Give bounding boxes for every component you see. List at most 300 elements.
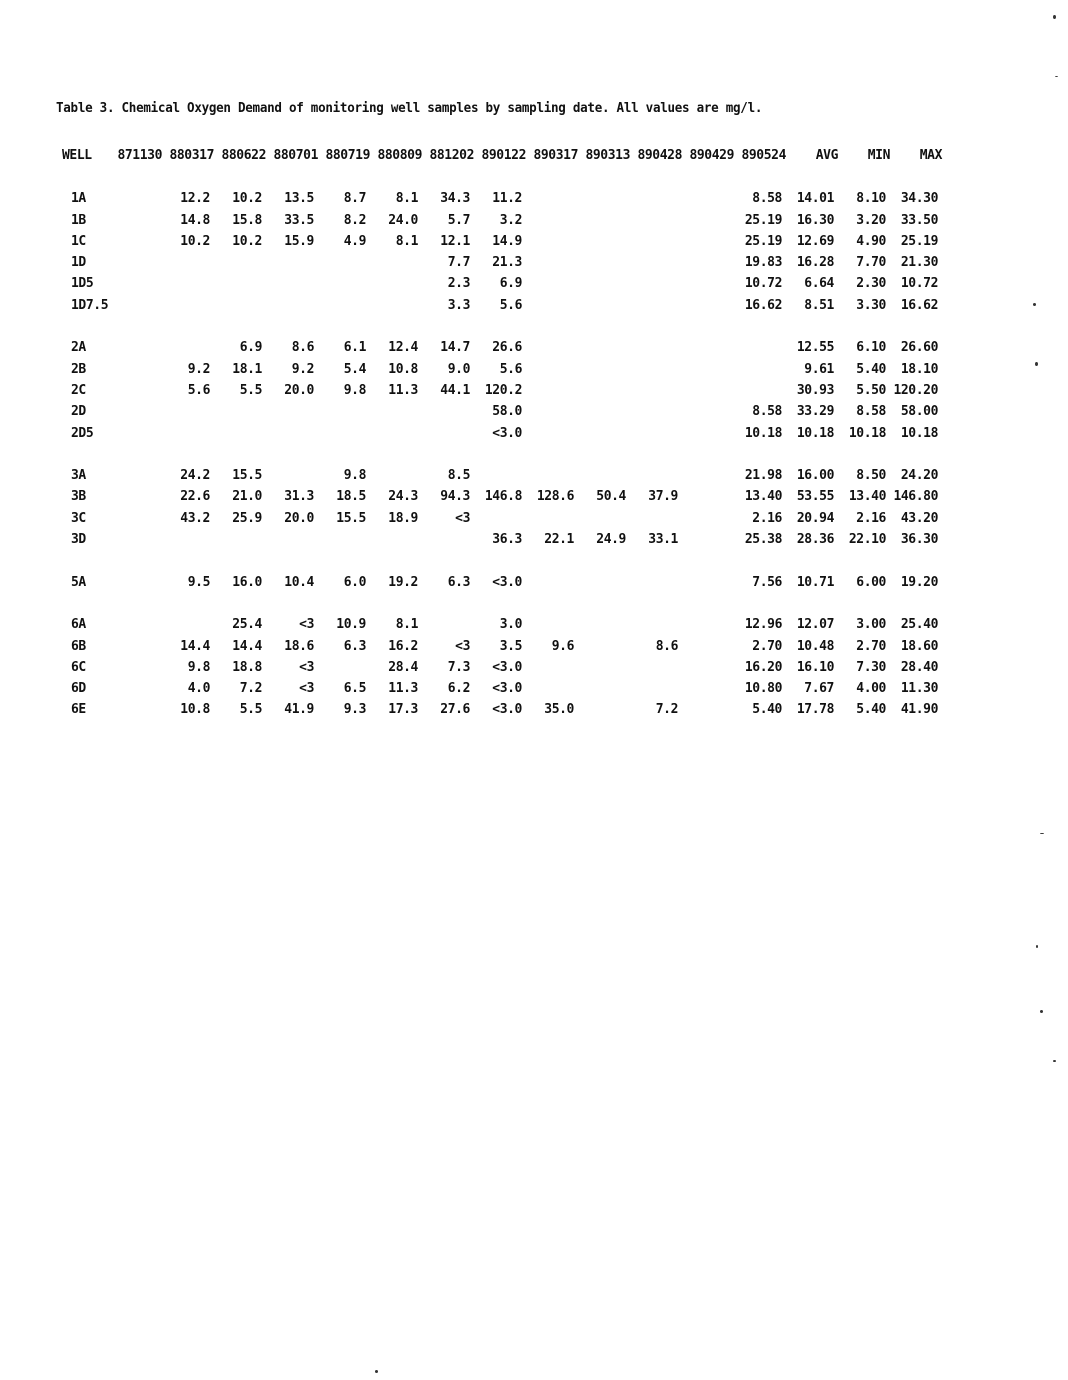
value-cell [578,231,630,252]
value-cell: 16.0 [232,574,262,590]
value-cell: 22.1 [544,532,574,548]
value-cell [318,252,370,273]
table-row [62,380,942,401]
value-cell [214,273,266,294]
column-header: 890313 [585,148,630,164]
value-cell [422,614,474,635]
value-cell [682,401,734,422]
value-cell: 5.5 [239,702,262,718]
value-cell: 16.30 [796,212,834,228]
value-cell [214,252,266,273]
value-cell [578,401,630,422]
value-cell [682,210,734,231]
value-cell: 9.8 [187,659,210,675]
value-cell: 8.50 [856,468,886,484]
value-cell: 8.1 [395,191,418,207]
value-cell: 5.40 [752,702,782,718]
value-cell: 6.1 [343,340,366,356]
value-cell: 21.30 [900,255,938,271]
value-cell: 10.72 [900,276,938,292]
value-cell [682,252,734,273]
value-cell [370,401,422,422]
value-cell: 7.70 [856,255,886,271]
value-cell: 28.40 [900,659,938,675]
value-cell [630,252,682,273]
value-cell [578,380,630,401]
value-cell: 18.1 [232,361,262,377]
value-cell [526,188,578,209]
table-row [62,337,942,358]
value-cell: 21.0 [232,489,262,505]
scan-speck [1040,1010,1043,1013]
scan-speck [1035,362,1038,366]
value-cell [682,295,734,316]
value-cell: 10.8 [180,702,210,718]
value-cell [370,465,422,486]
table-row [62,486,942,507]
value-cell: 12.4 [388,340,418,356]
value-cell [110,401,162,422]
value-cell [578,465,630,486]
value-cell: 16.00 [796,468,834,484]
value-cell: 18.10 [900,361,938,377]
value-cell: 31.3 [284,489,314,505]
table-row [62,359,942,380]
value-cell: 27.6 [440,702,470,718]
value-cell: 19.20 [900,574,938,590]
value-cell: 2.30 [856,276,886,292]
value-cell: 4.90 [856,233,886,249]
value-cell: 4.00 [856,681,886,697]
value-cell [162,252,214,273]
value-cell: 8.1 [395,233,418,249]
table-row [62,508,942,529]
value-cell: 15.8 [232,212,262,228]
well-id-cell: 2D5 [71,425,94,441]
value-cell [630,423,682,444]
value-cell: 12.1 [440,233,470,249]
value-cell: 37.9 [648,489,678,505]
value-cell: 16.62 [744,297,782,313]
value-cell: 50.4 [596,489,626,505]
table-row [62,273,942,294]
value-cell: 18.60 [900,638,938,654]
value-cell [578,508,630,529]
value-cell [318,401,370,422]
value-cell [422,401,474,422]
well-id-cell: 1D7.5 [71,297,109,313]
table-row [62,465,942,486]
value-cell: 14.8 [180,212,210,228]
value-cell [734,359,786,380]
table-row [62,678,942,699]
value-cell: 20.0 [284,382,314,398]
column-header: 881202 [429,148,474,164]
value-cell [526,337,578,358]
value-cell: 9.61 [804,361,834,377]
value-cell [682,273,734,294]
value-cell: 8.2 [343,212,366,228]
value-cell [682,380,734,401]
value-cell: 10.80 [744,681,782,697]
value-cell: 36.3 [492,532,522,548]
value-cell [682,231,734,252]
scan-speck [1055,76,1058,77]
value-cell: 10.18 [744,425,782,441]
value-cell [110,508,162,529]
value-cell: 26.60 [900,340,938,356]
value-cell: 24.9 [596,532,626,548]
scan-speck [1036,945,1038,948]
value-cell: 6.9 [239,340,262,356]
value-cell: 10.72 [744,276,782,292]
value-cell [682,636,734,657]
value-cell [682,572,734,593]
value-cell: 7.2 [655,702,678,718]
value-cell: 6.2 [447,681,470,697]
value-cell: 24.20 [900,468,938,484]
table-row [62,572,942,593]
well-id-cell: 6D [71,681,86,697]
column-header: 880622 [221,148,266,164]
value-cell: 16.10 [796,659,834,675]
value-cell: 10.2 [232,233,262,249]
value-cell: 34.3 [440,191,470,207]
value-cell: 26.6 [492,340,522,356]
value-cell [682,486,734,507]
well-id-cell: 3C [71,510,86,526]
value-cell: 12.69 [796,233,834,249]
value-cell [370,529,422,550]
value-cell [474,465,526,486]
value-cell [526,423,578,444]
value-cell [110,188,162,209]
value-cell [682,423,734,444]
group-spacer [62,444,942,465]
value-cell: 41.90 [900,702,938,718]
value-cell: 11.3 [388,681,418,697]
value-cell: 15.5 [232,468,262,484]
value-cell [110,359,162,380]
value-cell: 3.00 [856,617,886,633]
group-spacer [62,550,942,571]
value-cell [682,699,734,720]
value-cell [578,657,630,678]
value-cell [370,273,422,294]
value-cell: <3.0 [492,659,522,675]
value-cell [162,337,214,358]
value-cell [370,295,422,316]
value-cell: 13.40 [848,489,886,505]
well-id-cell: 2C [71,382,86,398]
value-cell [682,614,734,635]
value-cell [110,337,162,358]
well-id-cell: 1D5 [71,276,94,292]
well-id-cell: 2B [71,361,86,377]
value-cell [578,337,630,358]
value-cell: 14.7 [440,340,470,356]
value-cell [682,337,734,358]
value-cell: 8.6 [655,638,678,654]
value-cell: 8.58 [752,191,782,207]
value-cell: 120.20 [893,382,938,398]
value-cell: 58.0 [492,404,522,420]
value-cell: 9.8 [343,468,366,484]
value-cell: 5.4 [343,361,366,377]
column-header: 880809 [377,148,422,164]
value-cell: 10.18 [900,425,938,441]
header-row [62,145,942,167]
value-cell [526,614,578,635]
value-cell [110,423,162,444]
value-cell: 21.98 [744,468,782,484]
well-id-cell: 1D [71,255,86,271]
value-cell [578,273,630,294]
value-cell [578,210,630,231]
value-cell: 8.51 [804,297,834,313]
value-cell: 7.67 [804,681,834,697]
value-cell: 14.4 [232,638,262,654]
value-cell: <3 [299,659,314,675]
value-cell: 10.8 [388,361,418,377]
value-cell: 22.6 [180,489,210,505]
well-id-cell: 6E [71,702,86,718]
value-cell [162,273,214,294]
value-cell [318,529,370,550]
well-id-cell: 1A [71,191,86,207]
value-cell [682,188,734,209]
value-cell [578,699,630,720]
value-cell: <3 [299,681,314,697]
value-cell: 10.9 [336,617,366,633]
value-cell: 12.96 [744,617,782,633]
value-cell: 6.00 [856,574,886,590]
value-cell: 9.0 [447,361,470,377]
value-cell [630,465,682,486]
value-cell: <3 [455,638,470,654]
value-cell: 3.30 [856,297,886,313]
value-cell: 4.9 [343,233,366,249]
value-cell: 128.6 [536,489,574,505]
value-cell [318,423,370,444]
table-row [62,210,942,231]
value-cell: 25.19 [900,233,938,249]
value-cell: 22.10 [848,532,886,548]
value-cell [526,380,578,401]
value-cell: 8.5 [447,468,470,484]
value-cell: <3.0 [492,681,522,697]
value-cell [474,508,526,529]
column-header: MAX [919,148,942,164]
value-cell: 2.70 [752,638,782,654]
value-cell: 44.1 [440,382,470,398]
value-cell [266,529,318,550]
value-cell: 2.3 [447,276,470,292]
value-cell: 20.0 [284,510,314,526]
value-cell: 12.2 [180,191,210,207]
column-header: 890122 [481,148,526,164]
value-cell: 5.40 [856,361,886,377]
value-cell: 20.94 [796,510,834,526]
table-row [62,699,942,720]
value-cell [630,401,682,422]
column-header: 880719 [325,148,370,164]
value-cell: 5.40 [856,702,886,718]
scan-speck [1033,303,1036,306]
group-spacer [62,593,942,614]
scan-speck [1053,15,1056,19]
value-cell [682,508,734,529]
well-id-cell: 2A [71,340,86,356]
value-cell: 5.50 [856,382,886,398]
value-cell: 28.36 [796,532,834,548]
value-cell: 24.2 [180,468,210,484]
column-header: 890524 [741,148,786,164]
value-cell: 3.20 [856,212,886,228]
column-header: 890429 [689,148,734,164]
value-cell [578,614,630,635]
value-cell [110,210,162,231]
value-cell: 21.3 [492,255,522,271]
value-cell [110,614,162,635]
value-cell: 11.2 [492,191,522,207]
column-header: AVG [815,148,838,164]
value-cell [630,380,682,401]
value-cell [630,337,682,358]
value-cell: 12.07 [796,617,834,633]
value-cell [266,423,318,444]
value-cell: 2.16 [856,510,886,526]
value-cell [734,337,786,358]
value-cell: 13.5 [284,191,314,207]
value-cell [162,295,214,316]
value-cell: 120.2 [484,382,522,398]
value-cell: 28.4 [388,659,418,675]
value-cell [526,231,578,252]
value-cell [422,423,474,444]
value-cell: 15.5 [336,510,366,526]
value-cell [266,295,318,316]
table-row [62,188,942,209]
value-cell [214,423,266,444]
value-cell: 30.93 [796,382,834,398]
value-cell [526,465,578,486]
value-cell [526,508,578,529]
value-cell [214,529,266,550]
value-cell: 19.83 [744,255,782,271]
value-cell: 7.56 [752,574,782,590]
value-cell [630,188,682,209]
value-cell: 8.58 [856,404,886,420]
value-cell: 3.2 [499,212,522,228]
value-cell: 14.01 [796,191,834,207]
value-cell: <3.0 [492,574,522,590]
value-cell [526,657,578,678]
value-cell [630,678,682,699]
value-cell: 10.2 [180,233,210,249]
value-cell: 7.30 [856,659,886,675]
cod-data-table [62,145,942,721]
value-cell: 5.6 [499,361,522,377]
well-id-cell: 6A [71,617,86,633]
value-cell [162,423,214,444]
well-id-cell: 3B [71,489,86,505]
table-body [62,167,942,721]
value-cell [526,273,578,294]
value-cell: 16.62 [900,297,938,313]
value-cell: 8.7 [343,191,366,207]
group-spacer [62,316,942,337]
value-cell [682,657,734,678]
value-cell [630,210,682,231]
well-id-cell: 6B [71,638,86,654]
value-cell [266,465,318,486]
value-cell: 15.9 [284,233,314,249]
value-cell: 7.7 [447,255,470,271]
value-cell: 41.9 [284,702,314,718]
value-cell [110,529,162,550]
value-cell [110,657,162,678]
value-cell: 146.80 [893,489,938,505]
value-cell: 10.4 [284,574,314,590]
value-cell: 25.40 [900,617,938,633]
value-cell: 5.7 [447,212,470,228]
value-cell: 53.55 [796,489,834,505]
value-cell [630,657,682,678]
value-cell [110,295,162,316]
value-cell: 9.3 [343,702,366,718]
value-cell: 9.2 [187,361,210,377]
value-cell: 25.19 [744,212,782,228]
value-cell: 36.30 [900,532,938,548]
value-cell: 9.2 [291,361,314,377]
value-cell: 9.6 [551,638,574,654]
table-row [62,636,942,657]
value-cell [630,273,682,294]
well-id-cell: 6C [71,659,86,675]
well-id-cell: 2D [71,404,86,420]
value-cell: 7.3 [447,659,470,675]
value-cell [110,636,162,657]
column-header: 871130 [117,148,162,164]
value-cell: 18.8 [232,659,262,675]
value-cell [578,423,630,444]
value-cell [630,614,682,635]
value-cell: 18.9 [388,510,418,526]
value-cell: 6.5 [343,681,366,697]
value-cell: 10.18 [796,425,834,441]
value-cell [682,465,734,486]
value-cell: 6.3 [447,574,470,590]
value-cell: 43.20 [900,510,938,526]
value-cell: 25.9 [232,510,262,526]
scan-speck [375,1370,378,1373]
value-cell [578,678,630,699]
value-cell: <3.0 [492,702,522,718]
table-row [62,423,942,444]
value-cell: <3 [455,510,470,526]
value-cell [526,210,578,231]
value-cell [682,359,734,380]
value-cell [370,252,422,273]
value-cell: 33.1 [648,532,678,548]
value-cell: 8.58 [752,404,782,420]
value-cell: 12.55 [796,340,834,356]
value-cell [578,636,630,657]
table-row [62,401,942,422]
value-cell [266,273,318,294]
table-row [62,295,942,316]
